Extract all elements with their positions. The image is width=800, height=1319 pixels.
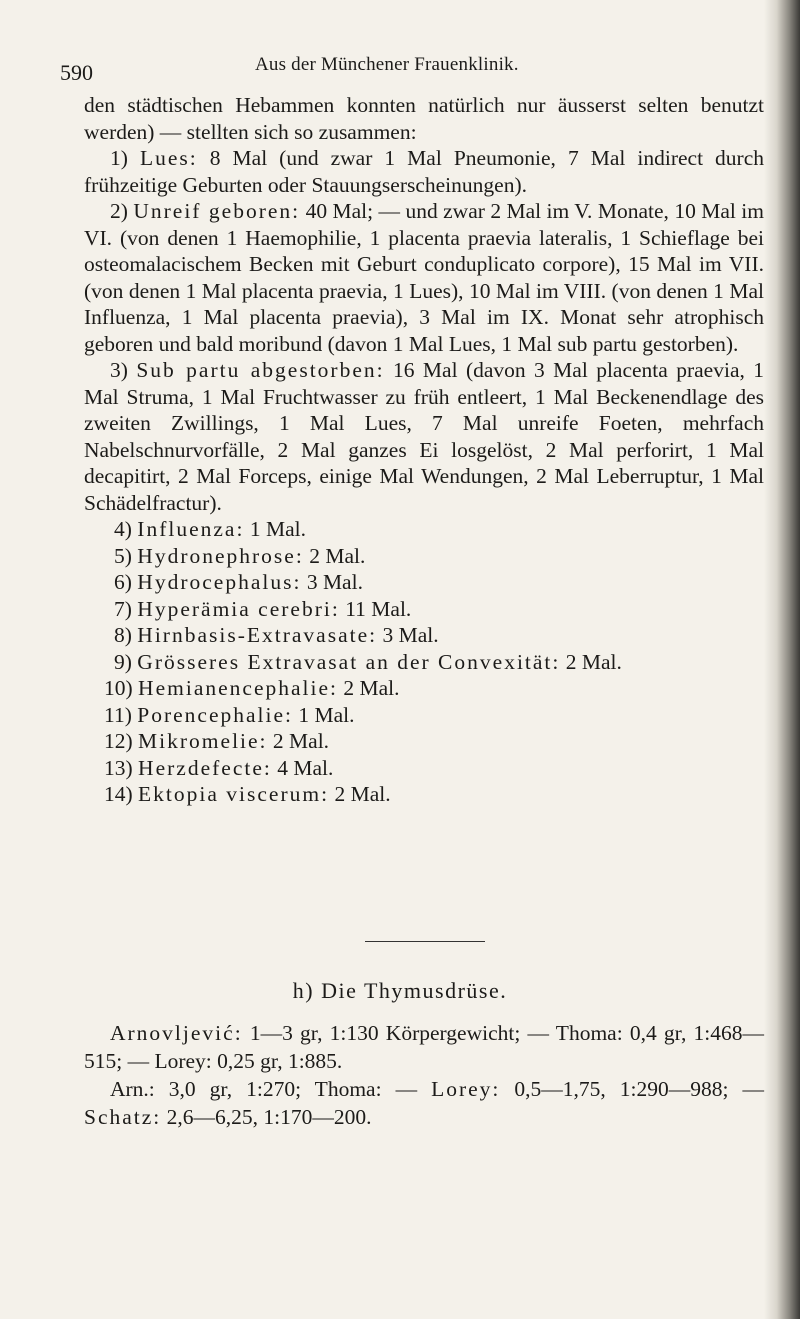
item-name: Hirnbasis-Extravasate: — [137, 623, 378, 647]
item-number: 8) — [114, 623, 132, 647]
item-name: Mikromelie: — [138, 729, 268, 753]
thymus-section-text — [84, 1019, 764, 1131]
list-item — [84, 781, 764, 808]
item-text: 2 Mal. — [272, 729, 330, 753]
list-item — [84, 649, 764, 676]
item-name: Porencephalie: — [137, 702, 294, 727]
list-item — [84, 596, 764, 623]
item-number: 4) — [114, 517, 132, 541]
item-text: 3 Mal. — [382, 623, 439, 647]
item-text: 40 Mal; — und zwar 2 Mal im V. Monate, 10 Mal im VI. (von denen 1 Haemophilie, 1 placenta praevia lateralis, 1 Schieflage bei osteomalacischem Becken mit Geburt conduplicato corpore), 15 Mal im VII. (von denen 1 Mal placenta praevia, 1 Lues), 10 Mal im VIII. (von denen 1 Mal Influenza, 1 Mal placenta praevia), 3 Mal im IX. Monat sehr atrophisch geboren und bald moribund (davon 1 Mal Lues, 1 Mal sub partu gestorben). — [84, 199, 765, 356]
page-number: 590 — [60, 60, 93, 85]
item-number: 1) — [110, 146, 128, 170]
section-divider — [365, 941, 485, 942]
author-name: Arnovljević: — [110, 1021, 243, 1045]
item-number: 6) — [114, 570, 132, 594]
list-item — [84, 675, 764, 702]
item-number: 11) — [104, 702, 132, 727]
item-text: 2 Mal. — [309, 543, 366, 568]
author-name: Schatz: — [84, 1105, 162, 1129]
item-number: 13) — [104, 755, 133, 780]
item-name: Grösseres Extravasat an der Convexität: — [137, 649, 561, 674]
item-text: 1 Mal. — [298, 702, 355, 727]
list-item — [84, 516, 764, 543]
item-number: 2) — [110, 199, 128, 223]
item-number: 7) — [114, 596, 132, 621]
author-name: Lorey: — [431, 1077, 501, 1101]
item-number: 10) — [104, 676, 133, 700]
list-item — [84, 702, 764, 729]
item-text: 3 Mal. — [306, 570, 363, 594]
item-name: Hyperämia cerebri: — [137, 596, 340, 621]
list-item — [84, 622, 764, 649]
item-text: 4 Mal. — [277, 755, 334, 780]
item-number: 3) — [110, 358, 128, 382]
item-number: 9) — [114, 649, 132, 674]
paragraph-text: 0,5—1,75, 1:290—988; — — [514, 1077, 764, 1101]
paragraph-text: 2,6—6,25, 1:170—200. — [166, 1105, 372, 1129]
paragraph — [84, 1075, 764, 1131]
item-name: Influenza: — [137, 517, 245, 541]
list-item — [84, 145, 764, 198]
item-name: Sub partu abgestorben: — [136, 358, 385, 382]
item-name: Hydronephrose: — [137, 543, 304, 568]
list-item — [84, 728, 764, 755]
list-item — [84, 755, 764, 782]
item-text: 2 Mal. — [565, 649, 622, 674]
paragraph — [84, 1019, 764, 1075]
section-heading: h) Die Thymusdrüse. — [292, 978, 508, 1003]
paragraph-text: Arn.: 3,0 gr, 1:270; Thoma: — — [110, 1077, 432, 1101]
list-item — [84, 198, 764, 357]
binding-shadow — [764, 0, 800, 1319]
running-head: Aus der Münchener Frauenklinik. — [255, 54, 519, 75]
item-name: Ektopia viscerum: — [138, 782, 330, 806]
item-number: 14) — [104, 782, 133, 806]
item-number: 12) — [104, 729, 133, 753]
item-text: 2 Mal. — [343, 676, 400, 700]
body-text — [84, 92, 764, 808]
item-text: 11 Mal. — [345, 596, 412, 621]
intro-paragraph: den städtischen Hebammen konnten natürlich nur äusserst selten benutzt werden) — stellten sich so zusammen: — [84, 93, 764, 144]
item-name: Unreif geboren: — [133, 199, 301, 223]
paragraph-text: 1—3 gr, 1:130 Körpergewicht; — Thoma: 0,4 gr, 1:468—515; — Lorey: 0,25 gr, 1:885. — [84, 1021, 765, 1073]
item-text: 2 Mal. — [334, 782, 391, 806]
item-text: 16 Mal (davon 3 Mal placenta praevia, 1 Mal Struma, 1 Mal Fruchtwasser zu früh entleert, 1 Mal Beckenendlage des zweiten Zwillings, 1 Mal Lues, 7 Mal unreife Foeten, mehrfach Nabelschnurvorfälle, 2 Mal ganzes Ei losgelöst, 2 Mal perforirt, 1 Mal decapitirt, 2 Mal Forceps, einige Mal Wendungen, 2 Mal Leberruptur, 1 Mal Schädelfractur). — [84, 358, 765, 515]
item-text: 8 Mal (und zwar 1 Mal Pneumonie, 7 Mal indirect durch frühzeitige Geburten oder Stauungserscheinungen). — [84, 146, 765, 197]
page-header — [60, 50, 760, 86]
item-name: Herzdefecte: — [138, 755, 272, 780]
item-name: Hemianencephalie: — [138, 676, 338, 700]
list-item — [84, 543, 764, 570]
item-name: Hydrocephalus: — [137, 570, 302, 594]
item-text: 1 Mal. — [249, 517, 306, 541]
list-item — [84, 357, 764, 516]
item-number: 5) — [114, 543, 132, 568]
item-name: Lues: — [139, 146, 198, 170]
list-item — [84, 569, 764, 596]
